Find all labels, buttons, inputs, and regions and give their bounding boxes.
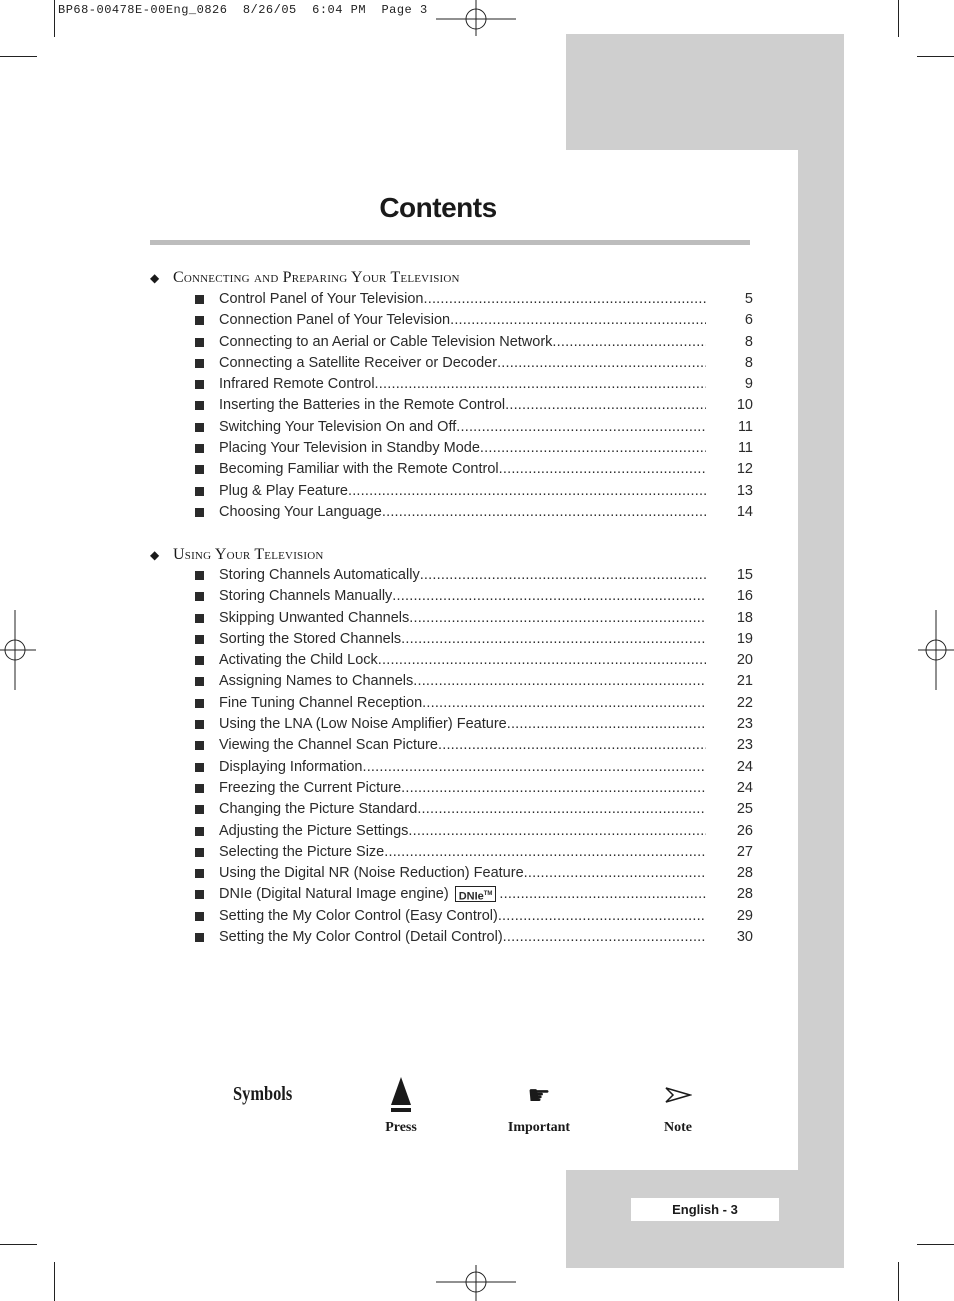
square-bullet-icon (195, 848, 204, 857)
toc-entry-label: Choosing Your Language (219, 503, 382, 520)
toc-entry[interactable] (0, 440, 954, 461)
section-heading (150, 545, 324, 565)
toc-entry[interactable] (0, 312, 954, 333)
square-bullet-icon (195, 338, 204, 347)
toc-page-number: 11 (737, 418, 753, 435)
toc-page-number: 19 (736, 630, 753, 647)
square-bullet-icon (195, 359, 204, 368)
square-bullet-icon (195, 784, 204, 793)
toc-page-number: 15 (736, 567, 753, 583)
toc-page-number: 10 (736, 397, 753, 414)
symbols-title: Symbols (233, 1083, 293, 1105)
toc-page-number: 12 (736, 461, 753, 478)
crop-mark (898, 1262, 899, 1301)
trademark-mark: TM (483, 891, 493, 898)
arrowhead-icon (664, 1086, 692, 1104)
toc-page-number: 25 (736, 801, 753, 818)
dot-leader (401, 780, 706, 796)
toc-entry[interactable] (0, 780, 954, 801)
toc-entry-label: Connecting a Satellite Receiver or Decoder (219, 354, 498, 371)
dot-leader (499, 461, 706, 477)
square-bullet-icon (195, 487, 204, 496)
pointing-hand-icon: ☛ (527, 1079, 551, 1110)
toc-entry-label: Skipping Unwanted Channels (219, 609, 410, 626)
toc-entry[interactable] (0, 908, 954, 929)
toc-entry[interactable] (0, 652, 954, 673)
toc-page-number: 13 (736, 482, 753, 499)
square-bullet-icon (195, 465, 204, 474)
square-bullet-icon (195, 933, 204, 942)
symbol-caption: Press (385, 1120, 417, 1135)
square-bullet-icon (195, 805, 204, 814)
print-header: BP68-00478E-00Eng_0826 8/26/05 6:04 PM Page 3 (58, 3, 428, 17)
toc-page-number: 23 (736, 737, 753, 754)
toc-entry-label: Changing the Picture Standard (219, 801, 418, 818)
crop-mark (54, 1262, 55, 1301)
square-bullet-icon (195, 508, 204, 517)
dot-leader (392, 588, 706, 604)
toc-entry[interactable] (0, 461, 954, 482)
section-title: Connecting and Preparing Your Television (173, 269, 460, 286)
page-number-label: English - 3 (631, 1198, 779, 1221)
dot-leader (408, 823, 706, 839)
toc-entry-label: Sorting the Stored Channels (219, 630, 402, 647)
toc-entry-label: Viewing the Channel Scan Picture (219, 737, 438, 754)
toc-entry-label: Infrared Remote Control (219, 376, 375, 393)
square-bullet-icon (195, 380, 204, 389)
toc-entry[interactable] (0, 673, 954, 694)
toc-list (0, 291, 954, 525)
square-bullet-icon (195, 699, 204, 708)
toc-entry-label: Plug & Play Feature (219, 482, 348, 499)
toc-entry[interactable] (0, 419, 954, 440)
toc-entry-label: Freezing the Current Picture (219, 779, 402, 796)
symbol-note (628, 1072, 728, 1136)
square-bullet-icon (195, 571, 204, 580)
symbol-press (351, 1072, 451, 1136)
toc-page-number: 29 (736, 907, 753, 924)
registration-mark-icon (436, 0, 516, 36)
square-bullet-icon (195, 763, 204, 772)
title-divider (150, 240, 750, 245)
dot-leader (497, 355, 706, 371)
toc-page-number: 30 (736, 929, 753, 946)
toc-entry[interactable] (0, 567, 954, 588)
dot-leader (480, 440, 706, 456)
toc-page-number: 22 (736, 694, 753, 711)
dnie-logo-text: DNIe (458, 891, 484, 903)
toc-entry[interactable] (0, 631, 954, 652)
dot-leader (498, 908, 706, 924)
dot-leader (362, 759, 706, 775)
square-bullet-icon (195, 677, 204, 686)
dot-leader (456, 419, 706, 435)
dot-leader (423, 291, 706, 307)
toc-entry-label: Becoming Familiar with the Remote Control (219, 461, 499, 478)
toc-entry-label: Control Panel of Your Television (219, 291, 424, 307)
toc-page-number: 21 (736, 673, 753, 690)
dnie-logo (455, 886, 497, 902)
toc-entry-label: Displaying Information (219, 758, 363, 775)
toc-entry[interactable] (0, 801, 954, 822)
section-heading (150, 268, 460, 288)
dot-leader (499, 886, 706, 902)
symbol-caption: Important (507, 1120, 571, 1135)
toc-entry[interactable] (0, 355, 954, 376)
crop-mark (917, 56, 954, 57)
toc-entry-label: DNIe (Digital Natural Image engine) (219, 886, 449, 903)
dot-leader (438, 737, 706, 753)
dot-leader (384, 844, 706, 860)
toc-entry[interactable] (0, 759, 954, 780)
press-arrow-icon (388, 1075, 414, 1115)
dot-leader (413, 673, 706, 689)
square-bullet-icon (195, 614, 204, 623)
toc-page-number: 24 (736, 779, 753, 796)
toc-page-number: 9 (744, 376, 753, 393)
toc-page-number: 8 (744, 333, 753, 350)
toc-entry-label: Storing Channels Manually (219, 588, 393, 605)
toc-page-number: 27 (736, 843, 753, 860)
toc-page-number: 11 (737, 440, 753, 457)
square-bullet-icon (195, 890, 204, 899)
section-title: Using Your Television (173, 546, 324, 563)
toc-entry-label: Switching Your Television On and Off (219, 418, 457, 435)
toc-page-number: 5 (744, 291, 753, 307)
toc-entry[interactable] (0, 865, 954, 886)
dot-leader (524, 865, 706, 881)
toc-page-number: 24 (736, 758, 753, 775)
dot-leader (505, 397, 706, 413)
square-bullet-icon (195, 869, 204, 878)
toc-page-number: 18 (736, 609, 753, 626)
toc-page-number: 28 (736, 865, 753, 882)
toc-page-number: 20 (736, 652, 753, 669)
toc-entry-label: Inserting the Batteries in the Remote Control (219, 397, 506, 414)
crop-mark (898, 0, 899, 37)
toc-entry-label: Connection Panel of Your Television (219, 312, 451, 329)
toc-list (0, 567, 954, 950)
dot-leader (420, 567, 706, 583)
dot-leader (401, 631, 706, 647)
symbol-caption: Note (664, 1120, 692, 1135)
toc-entry[interactable] (0, 483, 954, 504)
dot-leader (409, 610, 706, 626)
dot-leader (375, 376, 706, 392)
toc-entry[interactable] (0, 695, 954, 716)
toc-entry[interactable] (0, 610, 954, 631)
square-bullet-icon (195, 444, 204, 453)
diamond-bullet-icon: ◆ (150, 547, 160, 562)
dot-leader (417, 801, 706, 817)
dot-leader (503, 929, 706, 945)
square-bullet-icon (195, 592, 204, 601)
toc-entry[interactable] (0, 886, 954, 907)
toc-page-number: 23 (736, 716, 753, 733)
toc-page-number: 28 (736, 886, 753, 903)
toc-entry[interactable] (0, 737, 954, 758)
toc-entry[interactable] (0, 504, 954, 525)
toc-entry-label: Using the LNA (Low Noise Amplifier) Feature (219, 716, 507, 733)
page-title: Contents (379, 192, 497, 223)
decorative-band (566, 34, 844, 150)
square-bullet-icon (195, 656, 204, 665)
toc-entry[interactable] (0, 334, 954, 355)
square-bullet-icon (195, 741, 204, 750)
toc-entry[interactable] (0, 716, 954, 737)
square-bullet-icon (195, 912, 204, 921)
toc-entry-label: Adjusting the Picture Settings (219, 822, 409, 839)
toc-entry-label: Using the Digital NR (Noise Reduction) Feature (219, 865, 524, 882)
toc-page-number: 16 (736, 588, 753, 605)
square-bullet-icon (195, 295, 204, 304)
toc-entry-label: Setting the My Color Control (Easy Control) (219, 907, 498, 924)
toc-entry-label: Selecting the Picture Size (219, 843, 385, 860)
toc-page-number: 8 (744, 354, 753, 371)
square-bullet-icon (195, 316, 204, 325)
square-bullet-icon (195, 827, 204, 836)
dot-leader (422, 695, 706, 711)
symbol-important (489, 1072, 589, 1136)
crop-mark (54, 0, 55, 37)
toc-entry-label: Connecting to an Aerial or Cable Television Network (219, 333, 553, 350)
toc-page-number: 26 (736, 822, 753, 839)
toc-entry-label: Activating the Child Lock (219, 652, 378, 669)
square-bullet-icon (195, 720, 204, 729)
toc-page-number: 14 (736, 503, 753, 520)
toc-entry[interactable] (0, 929, 954, 950)
crop-mark (0, 1244, 37, 1245)
toc-entry[interactable] (0, 823, 954, 844)
dot-leader (450, 312, 706, 328)
toc-entry[interactable] (0, 844, 954, 865)
toc-entry-label: Placing Your Television in Standby Mode (219, 440, 480, 457)
dot-leader (378, 652, 706, 668)
toc-entry[interactable] (0, 397, 954, 418)
diamond-bullet-icon: ◆ (150, 270, 160, 285)
dot-leader (382, 504, 706, 520)
crop-mark (0, 56, 37, 57)
toc-entry-label: Setting the My Color Control (Detail Control) (219, 929, 503, 946)
toc-entry[interactable] (0, 291, 954, 312)
registration-mark-icon (436, 1265, 516, 1301)
toc-entry-label: Assigning Names to Channels (219, 673, 414, 690)
toc-entry-label: Storing Channels Automatically (219, 567, 420, 583)
toc-entry-label: Fine Tuning Channel Reception (219, 694, 423, 711)
toc-page-number: 6 (744, 312, 753, 329)
toc-entry[interactable] (0, 588, 954, 609)
dot-leader (552, 334, 706, 350)
dot-leader (507, 716, 706, 732)
square-bullet-icon (195, 401, 204, 410)
square-bullet-icon (195, 635, 204, 644)
toc-entry[interactable] (0, 376, 954, 397)
square-bullet-icon (195, 423, 204, 432)
crop-mark (917, 1244, 954, 1245)
dot-leader (348, 483, 706, 499)
